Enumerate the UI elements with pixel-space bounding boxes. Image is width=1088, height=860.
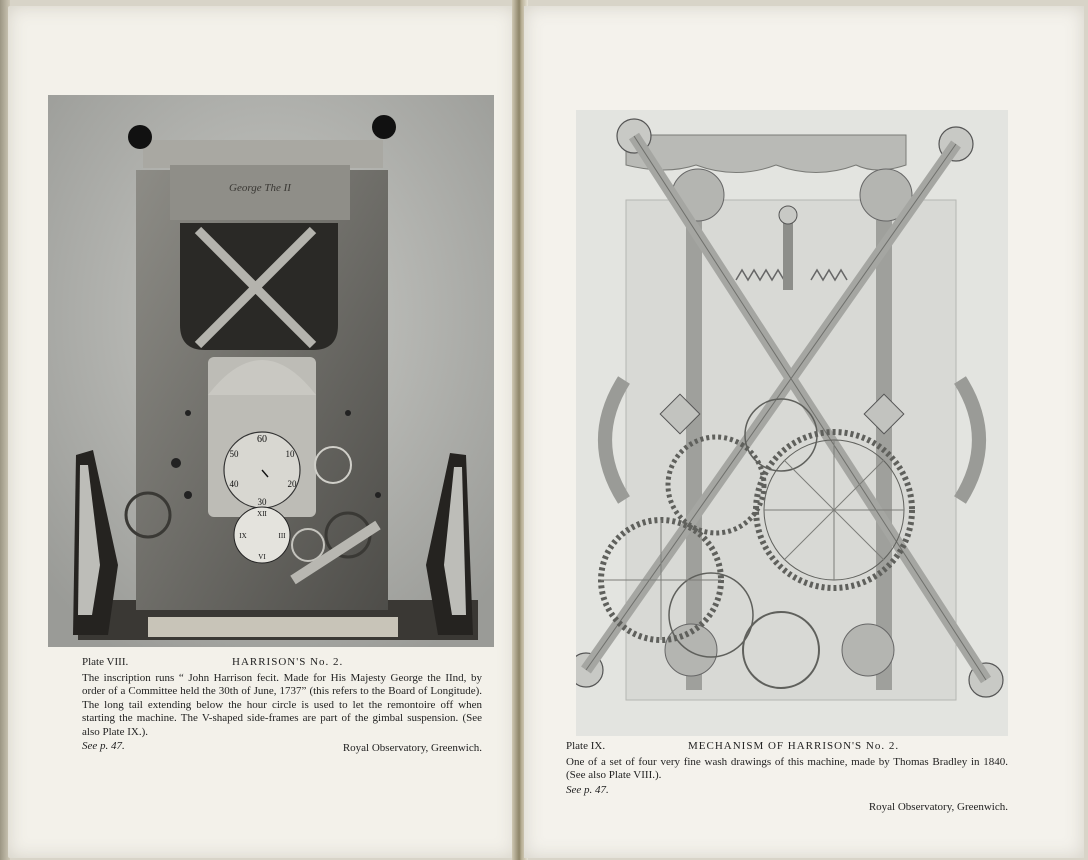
dial-number-30: 30 [257,497,267,507]
dial-number-20: 20 [287,479,297,489]
plate-ix-drawing [576,110,1008,736]
plate-ix-caption [566,740,1008,815]
see-page-reference: See p. 47. [566,783,609,796]
photo-credit: Royal Observatory, Greenwich. [868,801,1008,813]
dial-number-50: 50 [229,449,239,459]
engraving-text: George The II [229,182,291,194]
plate-label: Plate IX. [566,740,606,752]
caption-body: One of a set of four very fine wash drawings of this machine, made by Thomas Bradley in 1840. (See also Plate VIII.). [566,755,1008,781]
plate-viii-caption [82,656,482,755]
see-page-reference: See p. 47. [82,740,125,752]
caption-heading [82,656,482,670]
mechanism-drawing [576,110,1008,736]
small-dial-ix: IX [239,532,247,540]
small-dial-vi: VI [258,553,266,561]
plate-viii-photograph [48,95,494,647]
dial-number-40: 40 [229,479,239,489]
small-dial-iii: III [278,532,286,540]
plate-title: HARRISON'S No. 2. [232,656,344,668]
caption-body: The inscription runs “ John Harrison fecit. Made for His Majesty George the IInd, by order of a Committee held the 30th of June, 1737” (this refers to the Board of Longitude). The long tail extending below the hour circle is used to let the remontoire off when starting the machine. The V-shaped side-frames are part of the gimbal suspension. (See also Plate IX.). [82,671,482,738]
plate-title: MECHANISM OF HARRISON'S No. 2. [688,740,900,752]
harrison-no2-photo [48,95,494,647]
caption-heading [566,740,1008,754]
small-dial-xii: XII [257,510,267,518]
photo-credit: Royal Observatory, Greenwich. [342,741,482,754]
plate-label: Plate VIII. [82,656,129,668]
dial-number-10: 10 [285,449,295,459]
dial-number-60: 60 [257,434,267,445]
